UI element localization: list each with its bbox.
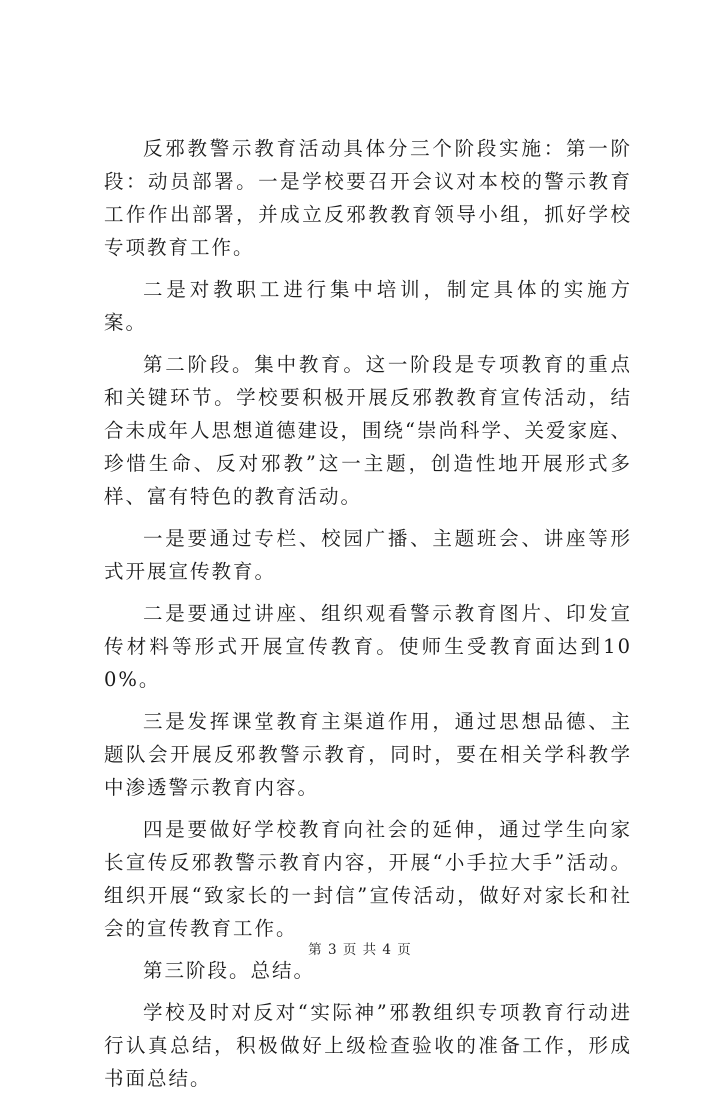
document-body: [104, 132, 632, 1104]
page-number-footer: 第 3 页 共 4 页: [308, 942, 412, 958]
paragraph-summary: 学校及时对反对“实际神”邪教组织专项教育行动进行认真总结，积极做好上级检查验收的准备工作，形成书面总结。: [104, 1001, 632, 1090]
paragraph-item-two: 二是要通过讲座、组织观看警示教育图片、印发宣传材料等形式开展宣传教育。使师生受教育面达到100%。: [104, 602, 632, 691]
paragraph-stage-two: 第二阶段。集中教育。这一阶段是专项教育的重点和关键环节。学校要积极开展反邪教教育宣传活动，结合未成年人思想道德建设，围绕“崇尚科学、关爱家庭、珍惜生命、反对邪教”这一主题，创造性地开展形式多样、富有特色的教育活动。: [104, 353, 632, 508]
paragraph-item-one: 一是要通过专栏、校园广播、主题班会、讲座等形式开展宣传教育。: [104, 527, 632, 583]
paragraph-item-four: 四是要做好学校教育向社会的延伸，通过学生向家长宣传反邪教警示教育内容，开展“小手拉大手”活动。组织开展“致家长的一封信”宣传活动，做好对家长和社会的宣传教育工作。: [104, 818, 632, 940]
paragraph-stage-three: 第三阶段。总结。: [143, 959, 316, 982]
paragraph-staff-training: 二是对教职工进行集中培训，制定具体的实施方案。: [104, 278, 632, 334]
paragraph-item-three: 三是发挥课堂教育主渠道作用，通过思想品德、主题队会开展反邪教警示教育，同时，要在相关学科教学中渗透警示教育内容。: [104, 710, 632, 799]
paragraph-stage-one: 反邪教警示教育活动具体分三个阶段实施：第一阶段：动员部署。一是学校要召开会议对本校的警示教育工作作出部署，并成立反邪教教育领导小组，抓好学校专项教育工作。: [104, 137, 632, 259]
